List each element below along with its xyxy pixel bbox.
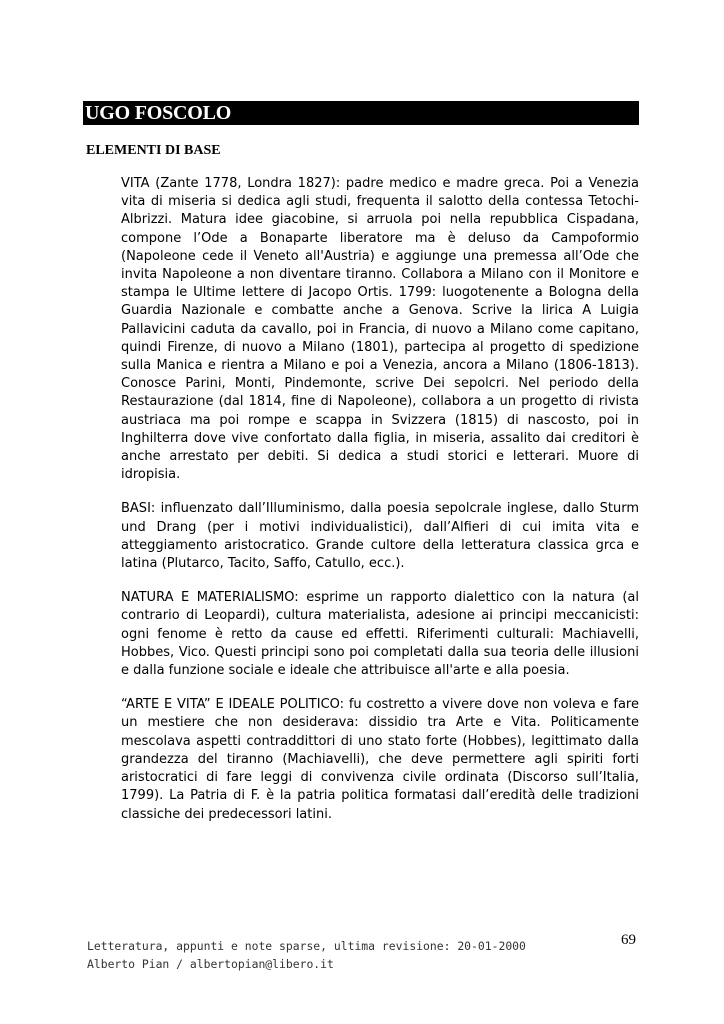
footer-revision-line: Letteratura, appunti e note sparse, ultima revisione: 20-01-2000 bbox=[87, 939, 526, 953]
paragraph-natura-materialismo: NATURA E MATERIALISMO: esprime un rapporto dialettico con la natura (al contrario di Leopardi), cultura materialista, adesione ai principi meccanicisti: ogni fenome è retto da cause ed effetti. Riferimenti culturali: Machiavelli, Hobbes, Vico. Questi principi sono poi completati dalla sua teoria delle illusioni e dalla funzione sociale e ideale che attribuisce all'arte e alla poesia. bbox=[121, 590, 639, 679]
page-number: 69 bbox=[621, 932, 636, 948]
footer-author-line: Alberto Pian / albertopian@libero.it bbox=[87, 957, 334, 971]
paragraph-basi: BASI: influenzato dall’Illuminismo, dalla poesia sepolcrale inglese, dallo Sturm und Drang (per i motivi individualistici), dall’Alfieri di cui imita vita e atteggiamento aristocratico. Grande cultore della letteratura classica grca e latina (Plutarco, Tacito, Saffo, Catullo, ecc.). bbox=[121, 501, 639, 572]
body-text bbox=[121, 175, 639, 840]
paragraph-vita: VITA (Zante 1778, Londra 1827): padre medico e madre greca. Poi a Venezia vita di miseria si dedica agli studi, frequenta il salotto della contessa Tetochi-Albrizzi. Matura idee giacobine, si arruola poi nella repubblica Cispadana, compone l’Ode a Bonaparte liberatore ma è deluso da Campoformio (Napoleone cede il Veneto all'Austria) e aggiunge una premessa all’Ode che invita Napoleone a non diventare tiranno. Collabora a Milano con il Monitore e stampa le Ultime lettere di Jacopo Ortis. 1799: luogotenente a Bologna della Guardia Nazionale e combatte anche a Genova. Scrive la lirica A Luigia Pallavicini caduta da cavallo, poi in Francia, di nuovo a Milano come capitano, quindi Firenze, di nuovo a Milano (1801), partecipa al progetto di spedizione sulla Manica e rientra a Milano e poi a Venezia, ancora a Milano (1806-1813). Conosce Parini, Monti, Pindemonte, scrive Dei sepolcri. Nel periodo della Restaurazione (dal 1814, fine di Napoleone), collabora a un progetto di rivista austriaca ma poi rompe e scappa in Svizzera (1815) di nascosto, poi in Inghilterra dove vive confortato dalla figlia, in miseria, assalito dai creditori è anche arrestato per debiti. Si dedica a studi storici e letterari. Muore di idropisia. bbox=[121, 176, 639, 483]
page-footer bbox=[87, 937, 526, 973]
page-title: UGO FOSCOLO bbox=[83, 101, 639, 125]
section-heading: ELEMENTI DI BASE bbox=[86, 143, 221, 158]
paragraph-arte-vita: “ARTE E VITA” E IDEALE POLITICO: fu costretto a vivere dove non voleva e fare un mestiere che non desiderava: dissidio tra Arte e Vita. Politicamente mescolava aspetti contraddittori di uno stato forte (Hobbes), legittimato dalla grandezza del tiranno (Machiavelli), che deve permettere agli spiriti forti aristocratici di fare leggi di convivenza civile ordinata (Discorso sull’Italia, 1799). La Patria di F. è la patria politica formatasi dall’eredità delle tradizioni classiche dei predecessori latini. bbox=[121, 697, 639, 822]
